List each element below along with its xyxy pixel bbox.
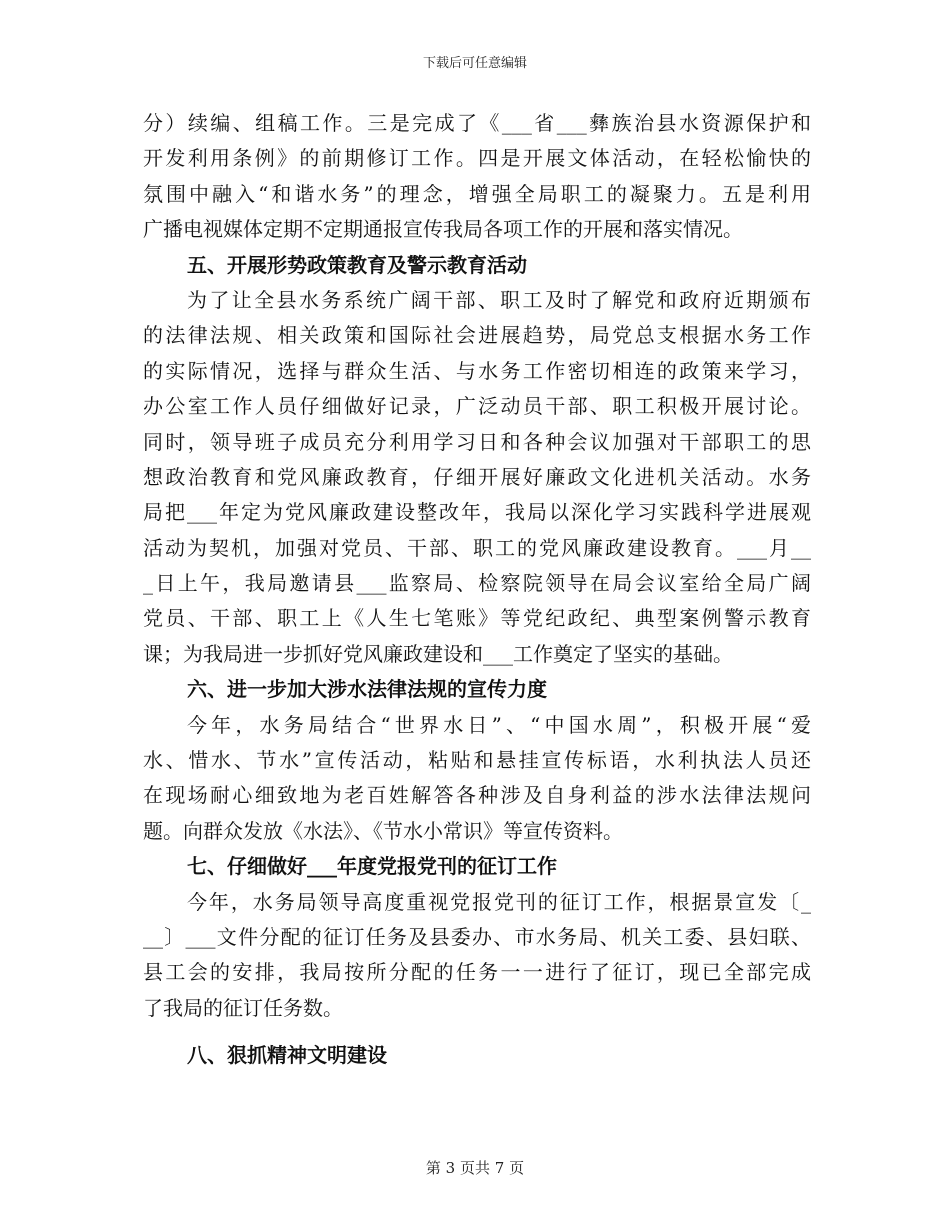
document-body bbox=[143, 106, 811, 1074]
body-text-line: 今年，水务局结合“世界水日”、“中国水周”，积极开展“爱 bbox=[187, 712, 811, 737]
body-text-line: 课；为我局进一步抓好党风廉政建设和___工作奠定了坚实的基础。 bbox=[143, 641, 733, 666]
body-text-line: 局把___年定为党风廉政建设整改年，我局以深化学习实践科学进展观 bbox=[143, 500, 811, 525]
body-text-line: 的法律法规、相关政策和国际社会进展趋势，局党总支根据水务工作 bbox=[143, 323, 811, 348]
body-text-line: 水、惜水、节水”宣传活动，粘贴和悬挂宣传标语，水利执法人员还 bbox=[143, 748, 811, 773]
body-text-line: 氛围中融入“和谐水务”的理念，增强全局职工的凝聚力。五是利用 bbox=[143, 181, 811, 206]
body-text-line: __〕___文件分配的征订任务及县委办、市水务局、机关工委、县妇联、 bbox=[143, 924, 811, 949]
body-text-line: 在现场耐心细致地为老百姓解答各种涉及自身利益的涉水法律法规问 bbox=[143, 783, 811, 808]
section-heading: 六、进一步加大涉水法律法规的宣传力度 bbox=[187, 677, 547, 702]
body-text-line: _日上午，我局邀请县___监察局、检察院领导在局会议室给全局广阔 bbox=[143, 571, 811, 596]
section-heading: 八、狠抓精神文明建设 bbox=[187, 1043, 387, 1068]
body-text-line: 想政治教育和党风廉政教育，仔细开展好廉政文化进机关活动。水务 bbox=[143, 464, 811, 489]
section-heading: 七、仔细做好___年度党报党刊的征订工作 bbox=[187, 854, 557, 879]
body-text-line: 同时，领导班子成员充分利用学习日和各种会议加强对干部职工的思 bbox=[143, 429, 811, 454]
body-text-line: 党员、干部、职工上《人生七笔账》等党纪政纪、典型案例警示教育 bbox=[143, 606, 811, 631]
body-text-line: 的实际情况，选择与群众生活、与水务工作密切相连的政策来学习， bbox=[143, 358, 811, 383]
body-text-line: 分）续编、组稿工作。三是完成了《___省___彝族治县水资源保护和 bbox=[143, 111, 811, 135]
body-text-line: 活动为契机，加强对党员、干部、职工的党风廉政建设教育。___月__ bbox=[143, 535, 811, 560]
body-text-line: 题。向群众发放《水法》、《节水小常识》等宣传资料。 bbox=[143, 818, 623, 843]
paragraph-gap bbox=[143, 1026, 811, 1038]
section-heading: 五、开展形势政策教育及警示教育活动 bbox=[187, 252, 527, 277]
body-text-line: 办公室工作人员仔细做好记录，广泛动员干部、职工积极开展讨论。 bbox=[143, 394, 811, 419]
page-footer: 第 3 页共 7 页 bbox=[425, 1159, 525, 1177]
body-text-line: 为了让全县水务系统广阔干部、职工及时了解党和政府近期颁布 bbox=[187, 287, 811, 312]
body-text-line: 开发利用条例》的前期修订工作。四是开展文体活动，在轻松愉快的 bbox=[143, 146, 811, 171]
page-header: 下载后可任意编辑 bbox=[422, 56, 527, 71]
body-text-line: 广播电视媒体定期不定期通报宣传我局各项工作的开展和落实情况。 bbox=[143, 217, 743, 242]
body-text-line: 了我局的征订任务数。 bbox=[143, 995, 343, 1020]
body-text-line: 县工会的安排，我局按所分配的任务一一进行了征订，现已全部完成 bbox=[143, 960, 811, 985]
body-text-line: 今年，水务局领导高度重视党报党刊的征订工作，根据景宣发〔_ bbox=[187, 889, 811, 914]
